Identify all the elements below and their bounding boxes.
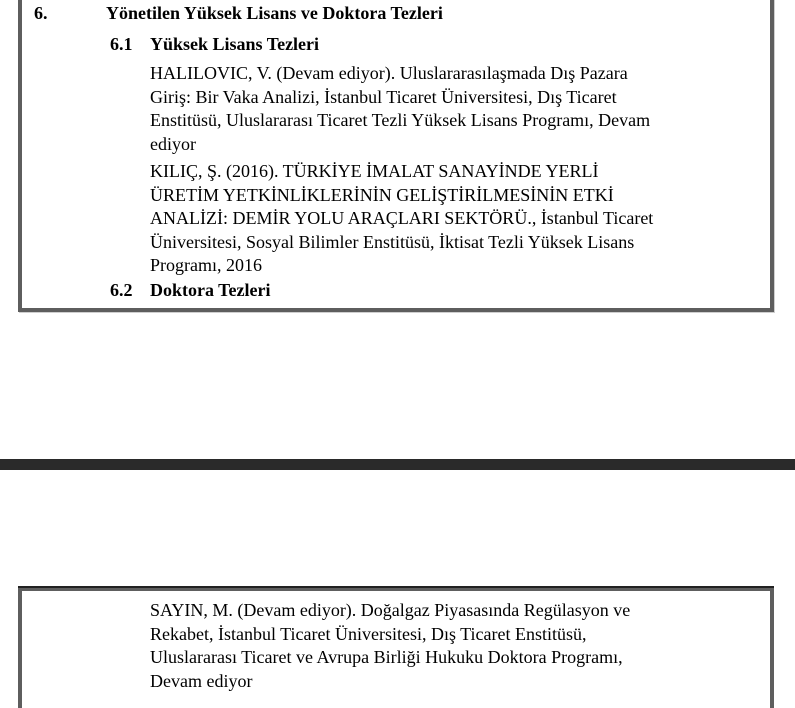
entry-line: Programı, 2016 (150, 255, 262, 275)
subsection-number: 6.1 (110, 34, 133, 54)
entry-line: ediyor (150, 133, 196, 154)
section-title: Yönetilen Yüksek Lisans ve Doktora Tezleri (106, 3, 443, 23)
page-break-bar (0, 459, 795, 470)
document-page-bottom (18, 588, 774, 708)
entry-line: Devam ediyor (150, 670, 253, 691)
document-page-top (18, 0, 774, 312)
thesis-entry-halilovic (150, 62, 750, 156)
entry-line: HALILOVIC, V. (Devam ediyor). Uluslararasılaşmada Dış Pazara (150, 63, 628, 83)
entry-line: Giriş: Bir Vaka Analizi, İstanbul Ticaret Üniversitesi, Dış Ticaret (150, 86, 617, 107)
entry-line: Üniversitesi, Sosyal Bilimler Enstitüsü, İktisat Tezli Yüksek Lisans (150, 231, 635, 252)
thesis-entry-kilic (150, 160, 750, 278)
entry-line: Enstitüsü, Uluslararası Ticaret Tezli Yüksek Lisans Programı, Devam (150, 110, 651, 130)
entry-line: ÜRETİM YETKİNLİKLERİNİN GELİŞTİRİLMESİNİN ETKİ (150, 184, 614, 205)
thesis-entry-sayin (150, 599, 750, 693)
subsection-title: Yüksek Lisans Tezleri (150, 34, 320, 54)
entry-line: Uluslararası Ticaret ve Avrupa Birliği Hukuku Doktora Programı, (150, 647, 623, 667)
subsection-title: Doktora Tezleri (150, 280, 271, 300)
entry-line: ANALİZİ: DEMİR YOLU ARAÇLARI SEKTÖRÜ., İstanbul Ticaret (150, 208, 654, 228)
section-number: 6. (34, 3, 48, 23)
entry-line: SAYIN, M. (Devam ediyor). Doğalgaz Piyasasında Regülasyon ve (150, 600, 631, 620)
subsection-number: 6.2 (110, 280, 133, 300)
entry-line: KILIÇ, Ş. (2016). TÜRKİYE İMALAT SANAYİNDE YERLİ (150, 161, 599, 181)
entry-line: Rekabet, İstanbul Ticaret Üniversitesi, Dış Ticaret Enstitüsü, (150, 623, 587, 644)
